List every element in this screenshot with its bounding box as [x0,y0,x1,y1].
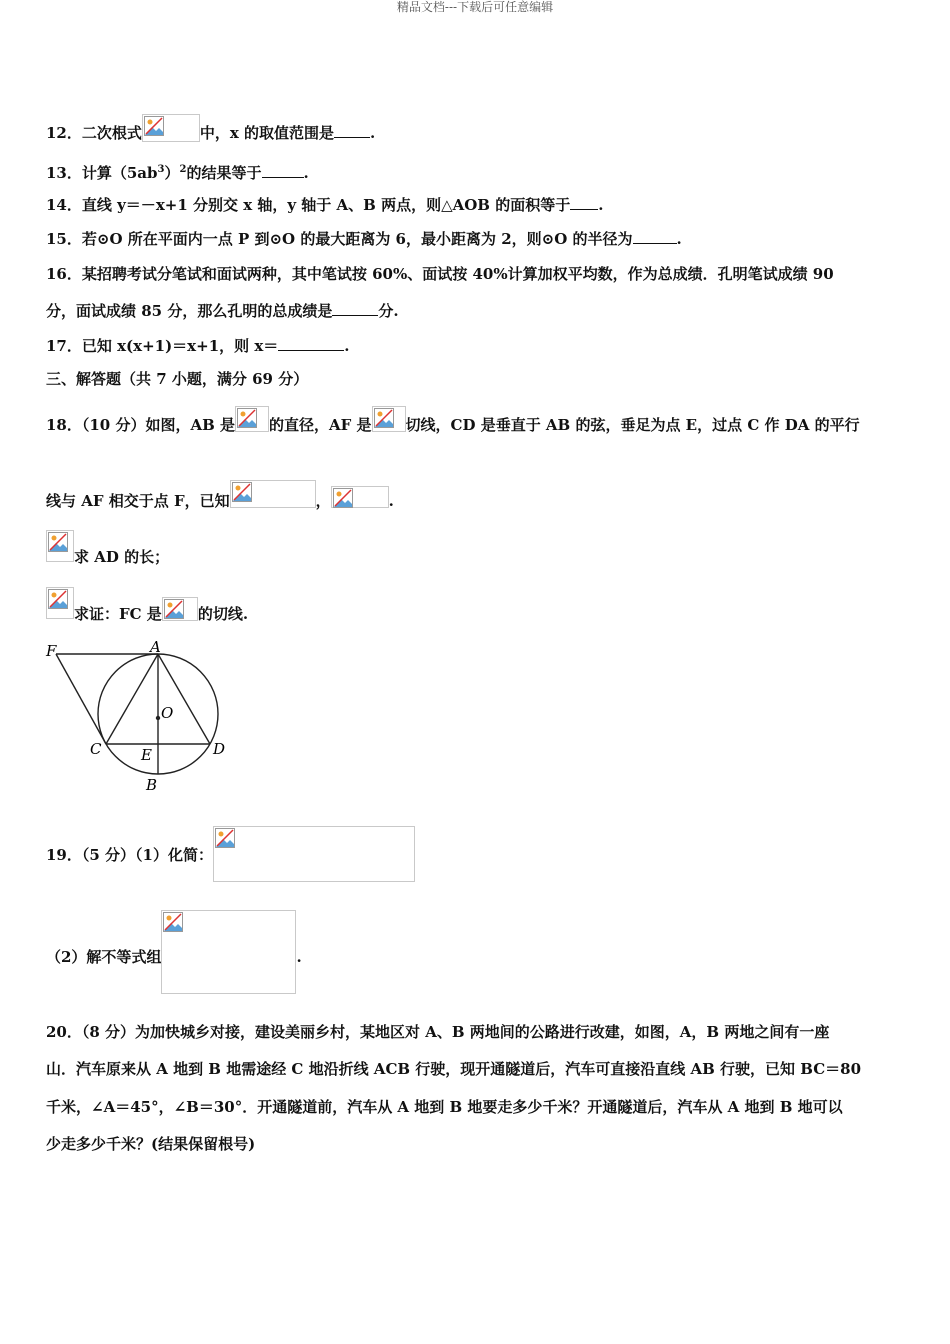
question-19-part-2: （2）解不等式组 . [46,910,302,994]
question-16-line-1: 16．某招聘考试分笔试和面试两种，其中笔试按 60%、面试按 40%计算加权平均数，作为总成绩．孔明笔试成绩 90 [46,265,834,283]
answer-blank[interactable] [334,123,370,138]
section-heading: 三、解答题（共 7 小题，满分 69 分） [46,370,309,388]
answer-blank[interactable] [278,336,344,351]
image-placeholder-icon [230,480,316,508]
label-c: C [90,740,102,758]
image-placeholder-icon [162,597,198,621]
image-placeholder-icon [142,114,200,142]
image-placeholder-icon [372,406,406,432]
image-placeholder-icon [235,406,269,432]
image-placeholder-icon [46,587,74,619]
answer-blank[interactable] [570,195,598,210]
center-point [156,716,160,720]
question-16-line-2: 分，面试成绩 85 分，那么孔明的总成绩是 分. [46,302,399,320]
label-b: B [146,776,158,794]
question-20-line-3: 千米，∠A＝45°，∠B＝30°．开通隧道前，汽车从 A 地到 B 地要走多少千米？开通隧道后，汽车从 A 地到 B 地可以 [46,1098,843,1116]
question-14: 14．直线 y＝－x+1 分别交 x 轴，y 轴于 A、B 两点，则△AOB 的面积等于 . [46,196,604,214]
question-17: 17．已知 x(x+1)＝x+1，则 x＝ . [46,337,350,355]
segment-ac [106,654,158,744]
image-placeholder-icon [161,910,296,994]
question-18-line-2: 线与 AF 相交于点 F，已知 ， . [46,480,394,511]
label-o: O [161,704,174,722]
answer-blank[interactable] [262,163,304,178]
question-20-line-1: 20．（8 分）为加快城乡对接，建设美丽乡村，某地区对 A、B 两地间的公路进行改建，如图，A，B 两地之间有一座 [46,1023,830,1041]
answer-blank[interactable] [332,301,378,316]
question-18-part-1: 求 AD 的长； [46,530,169,567]
question-19-part-1: 19．（5 分）（1）化简： [46,826,415,882]
question-15: 15．若⊙O 所在平面内一点 P 到⊙O 的最大距离为 6，最小距离为 2，则⊙O 的半径为 . [46,230,682,248]
question-18-part-2: 求证：FC 是 的切线. [46,587,248,624]
question-18-line-1: 18．（10 分）如图，AB 是 的直径，AF 是 切线，CD 是垂直于 AB 的弦，垂足为点 E，过点 C 作 DA 的平行 [46,406,860,435]
segment-fc [56,654,106,744]
page-header: 精品文档---下载后可任意编辑 [396,0,554,14]
image-placeholder-icon [331,486,389,508]
label-e: E [141,746,152,764]
segment-ad [158,654,210,744]
question-20-line-2: 山．汽车原来从 A 地到 B 地需途经 C 地沿折线 ACB 行驶，现开通隧道后，汽车可直接沿直线 AB 行驶，已知 BC＝80 [46,1060,862,1078]
question-20-line-4: 少走多少千米？(结果保留根号) [46,1135,256,1153]
answer-blank[interactable] [633,229,677,244]
label-d: D [213,740,226,758]
label-a: A [150,640,161,656]
label-f: F [46,642,57,660]
question-13: 13．计算$(5ab^3)^2$的结果等于 . [46,164,309,182]
question-12: 12．二次根式 中，x 的取值范围是 . [46,114,375,143]
image-placeholder-icon [46,530,74,562]
image-placeholder-icon [213,826,415,882]
circle-geometry-figure [44,640,244,796]
